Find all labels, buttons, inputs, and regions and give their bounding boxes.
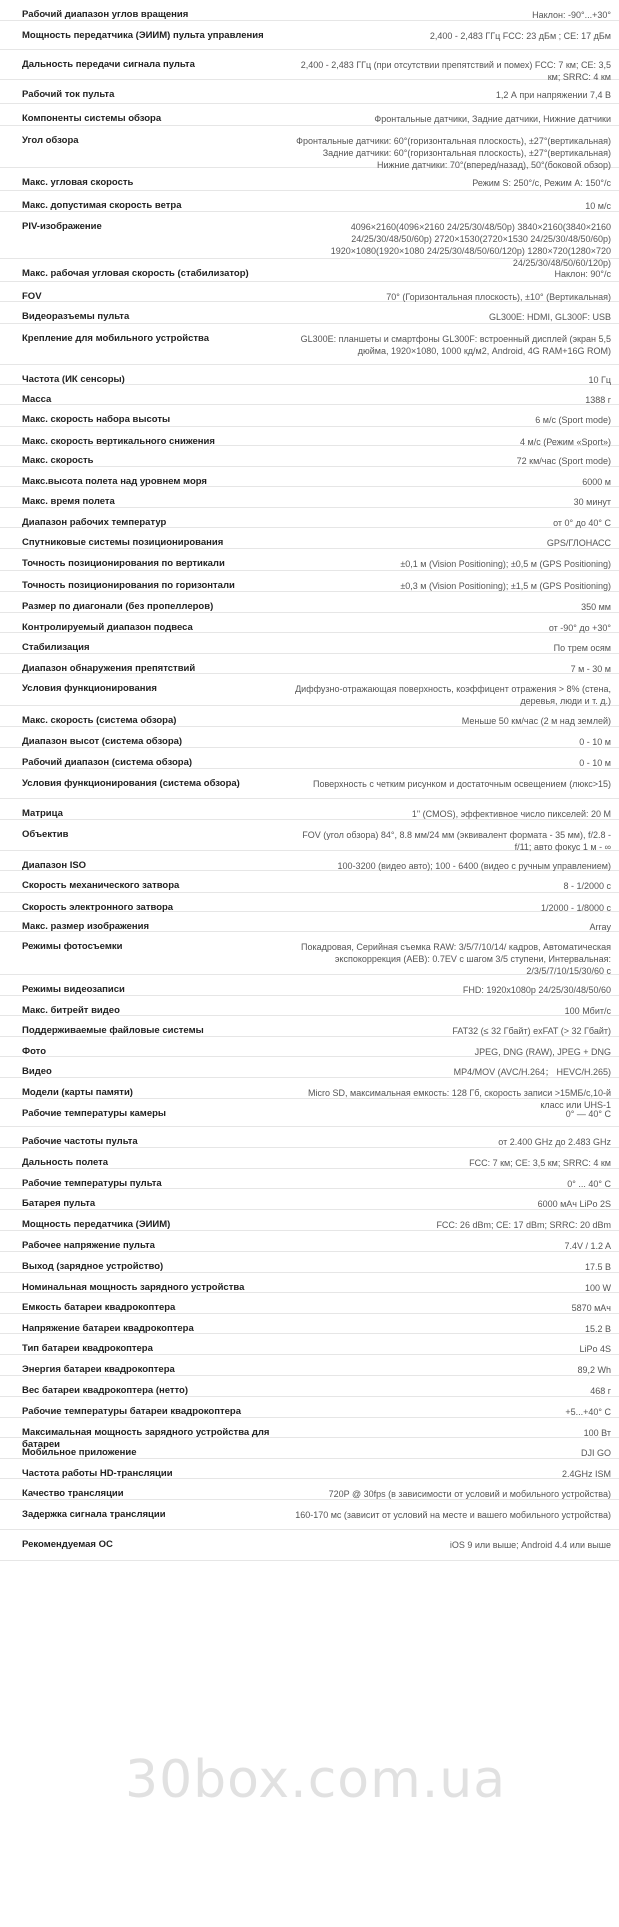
spec-value: 160-170 мс (зависит от условий на месте и вашего мобильного устройства)	[295, 1509, 611, 1520]
spec-label: Условия функционирования (система обзора)	[22, 777, 240, 789]
spec-label: Макс. угловая скорость	[22, 177, 134, 189]
spec-row	[0, 613, 619, 634]
spec-row	[0, 1438, 619, 1459]
spec-label: Рабочий диапазон (система обзора)	[22, 757, 193, 769]
spec-label: Видеоразъемы пульта	[22, 311, 130, 323]
spec-value: MP4/MOV (AVC/H.264； HEVC/H.265)	[453, 1067, 611, 1078]
spec-label: Рабочие температуры батареи квадрокоптера	[22, 1405, 241, 1417]
spec-value: 72 км/час (Sport mode)	[516, 456, 611, 467]
spec-row	[0, 996, 619, 1017]
spec-row	[0, 1293, 619, 1315]
spec-value: 8 - 1/2000 с	[563, 880, 611, 891]
spec-row	[0, 212, 619, 269]
spec-value: +5...+40° C	[565, 1406, 611, 1417]
spec-row	[0, 748, 619, 769]
spec-value: 17.5 В	[584, 1262, 611, 1273]
spec-row	[0, 1078, 619, 1111]
spec-label: Вес батареи квадрокоптера (нетто)	[22, 1385, 189, 1397]
spec-label: Точность позиционирования по вертикали	[22, 558, 225, 570]
spec-label: Тип батареи квадрокоптера	[22, 1343, 153, 1355]
spec-row	[0, 799, 619, 821]
spec-label: Рабочий диапазон углов вращения	[22, 9, 189, 20]
spec-value: 100 Мбит/с	[564, 1005, 611, 1016]
spec-label: Энергия батареи квадрокоптера	[22, 1364, 175, 1376]
spec-label: Матрица	[22, 807, 63, 819]
spec-row	[0, 168, 619, 191]
spec-value: Режим S: 250°/c, Режим A: 150°/c	[472, 178, 611, 189]
spec-value: 1,2 А при напряжении 7,4 В	[495, 90, 611, 101]
spec-row	[0, 727, 619, 749]
spec-label: Стабилизация	[22, 642, 90, 654]
spec-label: Напряжение батареи квадрокоптера	[22, 1323, 194, 1335]
spec-value: Наклон: 90°/с	[554, 269, 611, 280]
spec-label: Рабочие частоты пульта	[22, 1135, 138, 1147]
spec-value: 7 м - 30 м	[570, 663, 611, 674]
spec-label: FOV	[22, 290, 42, 302]
spec-value: 100-3200 (видео авто); 100 - 6400 (видео с ручным управлением)	[337, 861, 611, 872]
spec-row	[0, 1099, 619, 1127]
spec-value: 2,400 - 2,483 ГГц FCC: 23 дБм ; CE: 17 дБм	[429, 30, 611, 41]
spec-row	[0, 1355, 619, 1376]
spec-label: Макс. рабочая угловая скорость (стабилизатор)	[22, 268, 249, 280]
spec-label: Батарея пульта	[22, 1198, 96, 1210]
spec-value: Фронтальные датчики, Задние датчики, Нижние датчики	[374, 113, 611, 124]
spec-row	[0, 80, 619, 104]
spec-label: Видео	[22, 1066, 52, 1078]
spec-row	[0, 282, 619, 303]
spec-label: Дальность передачи сигнала пульта	[22, 58, 195, 70]
spec-row	[0, 259, 619, 282]
spec-value: 720P @ 30fps (в зависимости от условий и мобильного устройства)	[328, 1489, 611, 1500]
spec-row	[0, 302, 619, 324]
spec-row	[0, 427, 619, 447]
spec-row	[0, 1376, 619, 1397]
spec-row	[0, 21, 619, 50]
spec-label: Качество трансляции	[22, 1488, 124, 1500]
spec-label: Диапазон высот (система обзора)	[22, 735, 183, 747]
spec-row	[0, 633, 619, 654]
spec-row	[0, 592, 619, 613]
spec-row	[0, 1189, 619, 1210]
spec-value: 0 - 10 м	[579, 736, 611, 747]
spec-label: Рабочее напряжение пульта	[22, 1239, 155, 1251]
spec-label: Частота (ИК сенсоры)	[22, 373, 125, 385]
spec-row	[0, 1127, 619, 1148]
spec-label: Режимы фотосъемки	[22, 941, 123, 953]
spec-row	[0, 50, 619, 81]
spec-label: Скорость механического затвора	[22, 879, 180, 891]
spec-row	[0, 654, 619, 675]
spec-label: Рабочие температуры камеры	[22, 1108, 167, 1120]
spec-row	[0, 1418, 619, 1450]
spec-label: Точность позиционирования по горизонтали	[22, 579, 235, 591]
spec-value: 4096×2160(4096×2160 24/25/30/48/50p) 3840×2160(3840×2160 24/25/30/48/50/60p) 2720×1530(2720×1530 24/25/30/48/50/60p) 1920×1080(1920×1080 24/25/30/48/50/60/120p) 1280×720(1280×720 24/25/30/48/50/60/120p)	[330, 222, 611, 269]
spec-row	[0, 549, 619, 571]
spec-row	[0, 820, 619, 851]
spec-label: Диапазон обнаружения препятствий	[22, 662, 196, 674]
spec-row	[0, 1016, 619, 1037]
spec-value: 6000 мАч LiPo 2S	[537, 1199, 611, 1210]
spec-label: Рабочий ток пульта	[22, 89, 115, 101]
spec-row	[0, 1500, 619, 1531]
spec-value: Поверхность с четким рисунком и достаточным освещением (люкс>15)	[312, 778, 611, 789]
spec-label: Частота работы HD-трансляции	[22, 1467, 173, 1479]
spec-label: Макс. скорость	[22, 455, 94, 467]
spec-value: JPEG, DNG (RAW), JPEG + DNG	[474, 1047, 611, 1058]
spec-value: 70° (Горизонтальная плоскость), ±10° (Вертикальная)	[386, 291, 611, 302]
spec-row	[0, 1314, 619, 1334]
spec-row	[0, 975, 619, 996]
spec-label: Размер по диагонали (без пропеллеров)	[22, 600, 214, 612]
spec-value: GL300E: HDMI, GL300F: USB	[488, 312, 611, 323]
spec-row	[0, 932, 619, 975]
spec-value: 1388 г	[585, 395, 611, 406]
spec-label: Макс. битрейт видео	[22, 1004, 120, 1016]
spec-row	[0, 912, 619, 932]
spec-label: Макс. скорость набора высоты	[22, 414, 171, 426]
spec-row	[0, 1334, 619, 1355]
spec-value: 15.2 В	[584, 1324, 611, 1335]
spec-value: Array	[589, 922, 611, 933]
spec-label: Макс.высота полета над уровнем моря	[22, 476, 207, 488]
spec-row	[0, 126, 619, 171]
spec-value: 100 Вт	[583, 1427, 611, 1438]
spec-label: Задержка сигнала трансляции	[22, 1508, 166, 1520]
spec-label: Спутниковые системы позиционирования	[22, 537, 224, 549]
spec-row	[0, 1459, 619, 1480]
spec-row	[0, 871, 619, 893]
spec-label: Режимы видеозаписи	[22, 983, 125, 995]
spec-label: Дальность полета	[22, 1156, 109, 1168]
spec-row	[0, 365, 619, 386]
spec-row	[0, 1252, 619, 1273]
spec-value: FCC: 7 км; CE: 3,5 км; SRRC: 4 км	[469, 1157, 611, 1168]
spec-value: 1/2000 - 1/8000 с	[540, 902, 611, 913]
spec-value: 0° ... 40° C	[567, 1178, 611, 1189]
spec-value: Диффузно-отражающая поверхность, коэффицент отражения > 8% (стена, деревья, люди и т. д.)	[295, 684, 611, 707]
spec-value: 10 м/с	[585, 201, 611, 212]
spec-row	[0, 1169, 619, 1190]
spec-value: 6000 м	[582, 477, 611, 488]
spec-value: 7.4V / 1.2 A	[564, 1240, 611, 1251]
spec-value: FAT32 (≤ 32 Гбайт) exFAT (> 32 Гбайт)	[452, 1026, 611, 1037]
spec-row	[0, 1530, 619, 1561]
spec-label: Контролируемый диапазон подвеса	[22, 621, 193, 633]
spec-value: от -90° до +30°	[548, 622, 611, 633]
spec-row	[0, 467, 619, 487]
spec-row	[0, 324, 619, 365]
spec-value: 5870 мАч	[571, 1302, 611, 1313]
spec-value: ±0,3 м (Vision Positioning); ±1,5 м (GPS Positioning)	[400, 580, 611, 591]
spec-value: ±0,1 м (Vision Positioning); ±0,5 м (GPS Positioning)	[400, 559, 611, 570]
spec-value: Покадровая, Серийная съемка RAW: 3/5/7/10/14/ кадров, Автоматическая экспокоррекция (AEB): 0.7EV с шагом 3/5 ступени, Интервальная: 2/3/5/7/10/15/30/60 с	[300, 942, 611, 977]
spec-value: iOS 9 или выше; Android 4.4 или выше	[449, 1540, 611, 1551]
spec-label: Компоненты системы обзора	[22, 112, 162, 124]
spec-row	[0, 769, 619, 799]
watermark: 30box.com.ua	[125, 1750, 507, 1810]
spec-value: FHD: 1920x1080p 24/25/30/48/50/60	[462, 984, 611, 995]
spec-label: Масса	[22, 394, 52, 406]
spec-label: Макс. скорость (система обзора)	[22, 714, 177, 726]
spec-value: Фронтальные датчики: 60°(горизонтальная плоскость), ±27°(вертикальная) Задние датчики: 60°(горизонтальная плоскость), ±27°(вертикальная) Нижние датчики: 70°(вперед/назад), 50°(боковой обзор)	[296, 136, 611, 171]
spec-label: Номинальная мощность зарядного устройства	[22, 1281, 245, 1293]
spec-label: Поддерживаемые файловые системы	[22, 1025, 204, 1037]
spec-value: 0 - 10 м	[579, 758, 611, 769]
spec-label: Емкость батареи квадрокоптера	[22, 1301, 176, 1313]
spec-value: LiPo 4S	[579, 1344, 611, 1355]
spec-label: Макс. допустимая скорость ветра	[22, 200, 182, 212]
spec-value: 350 мм	[581, 601, 611, 612]
spec-row	[0, 405, 619, 427]
spec-value: Меньше 50 км/час (2 м над землей)	[461, 715, 611, 726]
spec-value: 2.4GHz ISM	[561, 1468, 611, 1479]
spec-value: 10 Гц	[588, 374, 611, 385]
spec-row	[0, 1273, 619, 1293]
spec-row	[0, 1479, 619, 1500]
spec-label: Скорость электронного затвора	[22, 901, 174, 913]
spec-value: 468 г	[590, 1386, 611, 1397]
spec-value: 1" (CMOS), эффективное число пикселей: 20 М	[411, 808, 611, 819]
spec-row	[0, 508, 619, 528]
spec-label: Рекомендуемая ОС	[22, 1539, 113, 1551]
spec-row	[0, 1397, 619, 1418]
spec-row	[0, 674, 619, 706]
spec-value: 6 м/с (Sport mode)	[535, 415, 611, 426]
spec-label: Крепление для мобильного устройства	[22, 333, 210, 345]
spec-label: Макс. время полета	[22, 496, 115, 508]
spec-row	[0, 1057, 619, 1078]
spec-label: Максимальная мощность зарядного устройства для батареи	[22, 1426, 270, 1450]
spec-label: Макс. размер изображения	[22, 921, 150, 933]
spec-value: 0° — 40° C	[565, 1109, 611, 1120]
spec-value: 89,2 Wh	[577, 1365, 611, 1376]
spec-label: Рабочие температуры пульта	[22, 1177, 162, 1189]
spec-row	[0, 1210, 619, 1231]
spec-label: Фото	[22, 1046, 47, 1058]
spec-label: Условия функционирования	[22, 683, 157, 695]
spec-row	[0, 1231, 619, 1253]
spec-label: Объектив	[22, 829, 69, 841]
spec-label: Мощность передатчика (ЭИИМ) пульта управления	[22, 29, 264, 41]
spec-label: Мощность передатчика (ЭИИМ)	[22, 1219, 171, 1231]
spec-row	[0, 893, 619, 913]
spec-label: Диапазон рабочих температур	[22, 517, 167, 529]
spec-label: Угол обзора	[22, 135, 79, 147]
spec-value: FCC: 26 dBm; CE: 17 dBm; SRRC: 20 dBm	[436, 1220, 611, 1231]
spec-label: Макс. скорость вертикального снижения	[22, 435, 215, 447]
spec-label: Выход (зарядное устройство)	[22, 1261, 164, 1273]
spec-value: 30 минут	[573, 497, 611, 508]
spec-value: от 2.400 GHz до 2.483 GHz	[498, 1136, 611, 1147]
spec-value: GPS/ГЛОНАСС	[546, 538, 611, 549]
spec-value: Micro SD, максимальная емкость: 128 Гб, скорость записи >15МБ/с,10-й класс или UHS-1	[308, 1088, 611, 1111]
spec-row	[0, 487, 619, 508]
spec-value: По трем осям	[553, 643, 611, 654]
spec-label: PIV-изображение	[22, 221, 102, 233]
spec-label: Мобильное приложение	[22, 1446, 137, 1458]
spec-value: DJI GO	[580, 1447, 611, 1458]
spec-row	[0, 851, 619, 871]
spec-row	[0, 385, 619, 405]
spec-row	[0, 706, 619, 727]
spec-label: Диапазон ISO	[22, 860, 87, 872]
spec-value: 4 м/с (Режим «Sport»)	[520, 436, 611, 447]
spec-value: 2,400 - 2,483 ГГц (при отсутствии препятствий и помех) FCC: 7 км; CE: 3,5 км; SRRC: 4 км	[300, 59, 611, 82]
spec-value: от 0° до 40° C	[553, 518, 611, 529]
spec-value: GL300E: планшеты и смартфоны GL300F: встроенный дисплей (экран 5,5 дюйма, 1920×1080, 1000 кд/м2, Android, 4G RAM+16G ROM)	[300, 334, 611, 357]
spec-row	[0, 1037, 619, 1057]
spec-row	[0, 0, 619, 21]
spec-value: Наклон: -90°...+30°	[532, 10, 611, 20]
spec-row	[0, 191, 619, 212]
spec-row	[0, 446, 619, 467]
spec-row	[0, 104, 619, 127]
spec-value: 100 W	[584, 1282, 611, 1293]
spec-row	[0, 571, 619, 592]
spec-value: FOV (угол обзора) 84°, 8.8 мм/24 мм (эквивалент формата - 35 мм), f/2.8 - f/11; авто фокус 1 м - ∞	[302, 830, 611, 853]
spec-row	[0, 528, 619, 549]
spec-row	[0, 1148, 619, 1169]
spec-label: Модели (карты памяти)	[22, 1087, 133, 1099]
